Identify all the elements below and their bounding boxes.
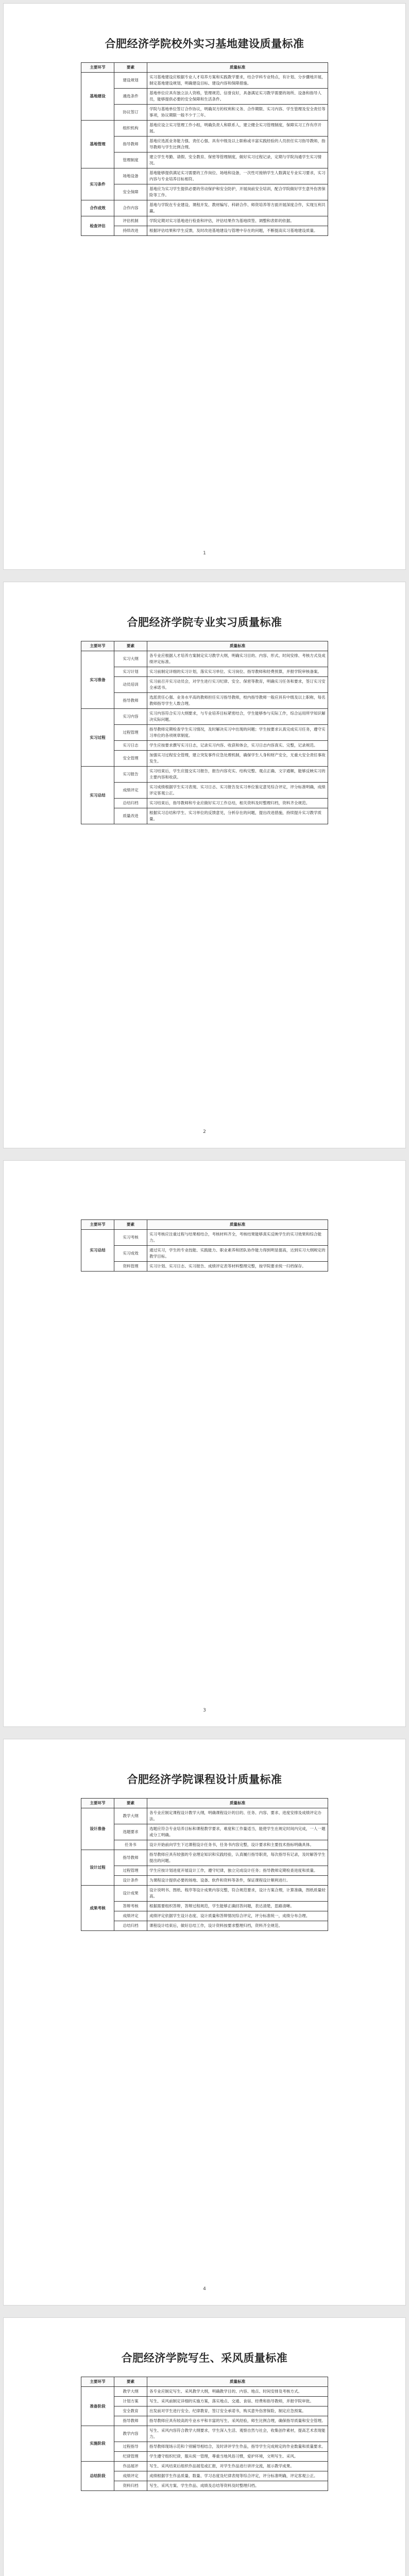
requirement-cell: 各专业应制定课程设计教学大纲，明确课程设计的目的、任务、内容、要求、进度安排及成绩评定办法。 xyxy=(147,1808,328,1824)
table-row xyxy=(81,2387,328,2397)
requirement-cell: 实习结束后，学生应提交实习报告，报告内容充实、结构完整、观点正确、文字通顺，能够反映实习的主要内容和收获。 xyxy=(147,767,328,783)
requirement-cell: 课程设计结束后，做好总结工作，设计资料按要求整理归档，资料齐全规范。 xyxy=(147,1921,328,1931)
element-cell: 总结归档 xyxy=(114,799,147,808)
element-cell: 实习大纲 xyxy=(114,651,147,667)
requirement-cell: 基地单位应具有独立法人资格，管理规范、信誉良好，具备满足实习教学需要的场所、设备和指导人员，能够提供必要的安全保障和生活条件。 xyxy=(147,89,328,105)
requirement-cell: 学生应按计划进度开展设计工作，遵守纪律，独立完成设计任务；指导教师定期检查进度和质量。 xyxy=(147,1866,328,1876)
table-row xyxy=(81,216,328,226)
table-header-row xyxy=(81,2377,328,2387)
table-row xyxy=(81,709,328,725)
requirement-cell: 学院定期对实习基地进行检查和评估，评估结果作为基地续签、调整和表彰的依据。 xyxy=(147,216,328,226)
element-cell: 指导教师 xyxy=(114,1850,147,1866)
element-cell: 遴选条件 xyxy=(114,89,147,105)
page-title: 合肥经济学院课程设计质量标准 xyxy=(127,1773,282,1786)
standards-table xyxy=(81,641,328,824)
requirement-cell: 实习基地建设应根据专业人才培养方案和实践教学要求，结合学科专业特点，有计划、分步骤地开展，制定基地建设规划，明确建设目标、建设内容和保障措施。 xyxy=(147,73,328,89)
element-cell: 实习考核 xyxy=(114,1230,147,1246)
requirement-cell: 基地应为实习学生提供必要的劳动保护和安全防护，开展岗前安全培训，配合学院做好学生意外伤害保险等工作。 xyxy=(147,184,328,200)
requirement-cell: 写生、采风结束后组织作品展览或汇报，对学生作品进行讲评交流，展示教学成果。 xyxy=(147,2462,328,2471)
requirement-cell: 基地应选派业务能力强、责任心强、具有中级及以上职称或丰富实践经验的人员担任实习指导教师，指导教师与学生比例合理。 xyxy=(147,137,328,152)
requirement-cell: 根据实习总结和学生、实习单位的反馈意见，分析存在的问题，提出改进措施，持续提升实习教学质量。 xyxy=(147,808,328,824)
table-row xyxy=(81,168,328,184)
element-cell: 成绩评定 xyxy=(114,783,147,799)
requirement-cell: 实习成绩根据学生实习表现、实习日志、实习报告及实习单位鉴定意见综合评定，评分标准明确，成绩评定客观公正。 xyxy=(147,783,328,799)
table-row xyxy=(81,2462,328,2471)
requirement-cell: 选题应符合专业培养目标和课程教学要求，难度和工作量适当，能使学生在规定时间内完成，一人一题或分工明确。 xyxy=(147,1824,328,1840)
element-cell: 资料管理 xyxy=(114,1262,147,1272)
requirement-cell: 学生应按要求撰写实习日志，记录实习内容、收获和体会，实习日志内容真实、完整，记录规范。 xyxy=(147,741,328,751)
page-number: 1 xyxy=(203,551,206,556)
table-row xyxy=(81,767,328,783)
stage-cell: 检查评估 xyxy=(81,216,114,236)
column-header: 质量标准 xyxy=(147,1799,328,1808)
column-header: 质量标准 xyxy=(147,1220,328,1230)
document-page xyxy=(3,2317,406,2576)
table-row xyxy=(81,1824,328,1840)
table-row xyxy=(81,2471,328,2481)
element-cell: 成绩评定 xyxy=(114,1911,147,1921)
table-row xyxy=(81,1808,328,1824)
table-row xyxy=(81,1876,328,1886)
requirement-cell: 根据评估结果和学生反馈，及时改进基地建设与管理中存在的问题，不断提高实习基地建设质量。 xyxy=(147,226,328,236)
requirement-cell: 通过实习，学生的专业技能、实践能力、职业素养和团队协作能力得到明显提高，达到实习大纲规定的教学目标。 xyxy=(147,1246,328,1262)
stage-cell: 实习总结 xyxy=(81,767,114,824)
element-cell: 管理制度 xyxy=(114,152,147,168)
element-cell: 实习报告 xyxy=(114,767,147,783)
requirement-cell: 为课程设计提供必要的场地、设备、软件和资料等条件，保证课程设计顺利进行。 xyxy=(147,1876,328,1886)
column-header: 要素 xyxy=(114,63,147,73)
document-page xyxy=(3,3,406,570)
table-row xyxy=(81,89,328,105)
requirement-cell: 成绩根据学生作品质量、数量、学习态度及纪律表现等综合评定，评分标准明确，评定客观公正。 xyxy=(147,2471,328,2481)
table-row xyxy=(81,799,328,808)
table-row xyxy=(81,1886,328,1902)
requirement-cell: 基地应设立实习管理工作小组，明确负责人和联系人，建立健全实习管理制度，保障实习工作有序开展。 xyxy=(147,121,328,137)
element-cell: 作品展评 xyxy=(114,2462,147,2471)
table-header-row xyxy=(81,63,328,73)
requirement-cell: 学院与基地单位签订合作协议，明确双方的权利和义务、合作期限、实习内容、学生管理及安全责任等事项，协议期限一般不少于三年。 xyxy=(147,105,328,121)
element-cell: 任务书 xyxy=(114,1840,147,1850)
stage-cell: 合作成效 xyxy=(81,200,114,216)
element-cell: 动员培训 xyxy=(114,677,147,693)
requirement-cell: 成绩评定依据学生设计态度、设计质量和答辩情况综合评定，评分标准统一，成绩分布合理。 xyxy=(147,1911,328,1921)
table-row xyxy=(81,2426,328,2442)
requirement-cell: 基地与学院在专业建设、课程开发、教材编写、科研合作、师资培养等方面开展深度合作，实现互利共赢。 xyxy=(147,200,328,216)
table-row xyxy=(81,1866,328,1876)
element-cell: 场地设备 xyxy=(114,168,147,184)
requirement-cell: 写生、采风前制定详细的实施方案，落实地点、交通、食宿、经费和指导教师，并报学院审批。 xyxy=(147,2397,328,2406)
requirement-cell: 各专业应制定写生、采风教学大纲，明确教学目的、内容、地点、时间安排及考核方式。 xyxy=(147,2387,328,2397)
requirement-cell: 实习前制定详细的实习计划，落实实习单位、实习岗位、指导教师和经费预算，并报学院审核备案。 xyxy=(147,667,328,677)
stage-cell: 实习条件 xyxy=(81,168,114,200)
requirement-cell: 加强实习过程安全管理，建立突发事件应急处理机制，确保学生人身和财产安全，无重大安全责任事故发生。 xyxy=(147,751,328,767)
table-row xyxy=(81,1246,328,1262)
requirement-cell: 实习内容符合实习大纲要求，与专业培养目标紧密结合，学生能够参与实际工作，综合运用所学知识解决实际问题。 xyxy=(147,709,328,725)
element-cell: 指导教师 xyxy=(114,137,147,152)
column-header: 主要环节 xyxy=(81,63,114,73)
standards-table xyxy=(81,62,328,236)
table-row xyxy=(81,1911,328,1921)
requirement-cell: 写生、采风内容符合教学大纲要求，学生深入生活、观察自然与社会，收集创作素材，提高艺术表现能力。 xyxy=(147,2426,328,2442)
column-header: 主要环节 xyxy=(81,2377,114,2387)
element-cell: 纪律管理 xyxy=(114,2452,147,2462)
stage-cell: 设计准备 xyxy=(81,1808,114,1850)
element-cell: 实习日志 xyxy=(114,741,147,751)
standards-table xyxy=(81,1219,328,1272)
column-header: 主要环节 xyxy=(81,641,114,651)
document-page xyxy=(3,1160,406,1727)
table-row xyxy=(81,1921,328,1931)
stage-cell: 实习准备 xyxy=(81,651,114,709)
page-title: 合肥经济学院专业实习质量标准 xyxy=(127,616,282,629)
element-cell: 计划方案 xyxy=(114,2397,147,2406)
requirement-cell: 指导教师现场示范和个别辅导相结合，及时讲评学生作品，指导学生完成规定的作业数量和质量要求。 xyxy=(147,2442,328,2452)
stage-cell: 实习总结 xyxy=(81,1230,114,1272)
stage-cell: 基地建设 xyxy=(81,73,114,121)
table-row xyxy=(81,2481,328,2491)
requirement-cell: 实习前召开实习动员会，对学生进行实习纪律、安全、保密等教育，明确实习任务和要求，签订实习安全承诺书。 xyxy=(147,677,328,693)
page-title: 合肥经济学院校外实习基地建设质量标准 xyxy=(105,37,304,50)
column-header: 主要环节 xyxy=(81,1220,114,1230)
stage-cell: 总结阶段 xyxy=(81,2462,114,2491)
element-cell: 评估机制 xyxy=(114,216,147,226)
table-row xyxy=(81,693,328,709)
page-number: 3 xyxy=(203,1708,206,1713)
column-header: 要素 xyxy=(114,1799,147,1808)
table-row xyxy=(81,2397,328,2406)
requirement-cell: 指导教师应具有较高的专业水平和丰富的写生、采风经验，师生比例合理，确保指导质量和安全管理。 xyxy=(147,2416,328,2426)
column-header: 主要环节 xyxy=(81,1799,114,1808)
table-row xyxy=(81,105,328,121)
element-cell: 质量改进 xyxy=(114,808,147,824)
element-cell: 成绩评定 xyxy=(114,2471,147,2481)
table-row xyxy=(81,2452,328,2462)
element-cell: 实习计划 xyxy=(114,667,147,677)
requirement-cell: 实习计划、实习日志、实习报告、成绩评定表等材料整理完整，按学院要求统一归档保存。 xyxy=(147,1262,328,1272)
table-row xyxy=(81,1840,328,1850)
column-header: 要素 xyxy=(114,641,147,651)
element-cell: 持续改进 xyxy=(114,226,147,236)
page-number: 2 xyxy=(203,1129,206,1134)
element-cell: 选题要求 xyxy=(114,1824,147,1840)
element-cell: 过程指导 xyxy=(114,2442,147,2452)
table-row xyxy=(81,1902,328,1911)
table-row xyxy=(81,1262,328,1272)
element-cell: 协议签订 xyxy=(114,105,147,121)
table-row xyxy=(81,184,328,200)
table-row xyxy=(81,152,328,168)
element-cell: 过程管理 xyxy=(114,725,147,741)
table-row xyxy=(81,200,328,216)
stage-cell: 实施阶段 xyxy=(81,2426,114,2462)
table-row xyxy=(81,226,328,236)
column-header: 质量标准 xyxy=(147,641,328,651)
requirement-cell: 各专业应根据人才培养方案制定实习教学大纲，明确实习目的、内容、形式、时间安排、考核方式及成绩评定标准。 xyxy=(147,651,328,667)
element-cell: 合作内容 xyxy=(114,200,147,216)
requirement-cell: 指导教师定期检查学生实习情况，及时解决实习中出现的问题；学生按要求认真完成实习任务，遵守实习单位的各项规章制度。 xyxy=(147,725,328,741)
stage-cell: 基地管理 xyxy=(81,121,114,168)
stage-cell: 准备阶段 xyxy=(81,2387,114,2426)
table-row xyxy=(81,808,328,824)
element-cell: 答辩考核 xyxy=(114,1902,147,1911)
requirement-cell: 设计开始前向学生下达课程设计任务书，任务书内容完整，设计要求和主要技术指标明确具体。 xyxy=(147,1840,328,1850)
table-row xyxy=(81,741,328,751)
stage-cell: 成果考核 xyxy=(81,1886,114,1931)
element-cell: 指导教师 xyxy=(114,2416,147,2426)
element-cell: 过程管理 xyxy=(114,1866,147,1876)
element-cell: 教学大纲 xyxy=(114,2387,147,2397)
element-cell: 资料归档 xyxy=(114,2481,147,2491)
table-row xyxy=(81,783,328,799)
element-cell: 教学内容 xyxy=(114,2426,147,2442)
requirement-cell: 写生、采风方案、学生作品、成绩及总结等资料及时整理归档。 xyxy=(147,2481,328,2491)
table-row xyxy=(81,73,328,89)
requirement-cell: 实习结束后，指导教师和专业应做好实习工作总结，相关资料及时整理归档，资料齐全规范。 xyxy=(147,799,328,808)
table-header-row xyxy=(81,1220,328,1230)
table-row xyxy=(81,121,328,137)
element-cell: 教学大纲 xyxy=(114,1808,147,1824)
requirement-cell: 根据需要组织答辩，答辩过程规范，学生能够正确回答问题，表达清楚，思路清晰。 xyxy=(147,1902,328,1911)
element-cell: 实习成效 xyxy=(114,1246,147,1262)
stage-cell: 设计过程 xyxy=(81,1850,114,1886)
table-row xyxy=(81,2416,328,2426)
table-row xyxy=(81,725,328,741)
table-row xyxy=(81,677,328,693)
table-row xyxy=(81,137,328,152)
element-cell: 建设规划 xyxy=(114,73,147,89)
page-number: 4 xyxy=(203,2286,206,2292)
table-header-row xyxy=(81,641,328,651)
element-cell: 组织机构 xyxy=(114,121,147,137)
page-title: 合肥经济学院写生、采风质量标准 xyxy=(121,2351,288,2364)
element-cell: 总结归档 xyxy=(114,1921,147,1931)
table-row xyxy=(81,751,328,767)
element-cell: 安全教育 xyxy=(114,2406,147,2416)
element-cell: 指导教师 xyxy=(114,693,147,709)
table-row xyxy=(81,2442,328,2452)
element-cell: 安全保障 xyxy=(114,184,147,200)
requirement-cell: 指导教师应具有较强的专业理论知识和实践经验，认真履行指导职责，每次指导有记录，及时解答学生提出的问题。 xyxy=(147,1850,328,1866)
stage-cell: 实习过程 xyxy=(81,709,114,767)
requirement-cell: 学生遵守组织纪律，服从统一管理，尊重当地风俗习惯，爱护环境，文明写生、采风。 xyxy=(147,2452,328,2462)
table-row xyxy=(81,2406,328,2416)
document-page xyxy=(3,1739,406,2306)
column-header: 要素 xyxy=(114,1220,147,1230)
document-page xyxy=(3,582,406,1148)
requirement-cell: 建立学生考勤、请假、安全教育、保密等管理制度，做好实习过程记录，定期与学院沟通学生实习情况。 xyxy=(147,152,328,168)
table-row xyxy=(81,1230,328,1246)
element-cell: 设计成果 xyxy=(114,1886,147,1902)
requirement-cell: 基地能够提供满足实习需要的工作岗位、场地和设备，一次性可接纳学生人数满足专业实习要求，实习内容与专业培养目标相符。 xyxy=(147,168,328,184)
requirement-cell: 设计说明书、图纸、程序等设计成果内容完整，符合规范要求，设计方案合理，计算准确，图纸质量较高。 xyxy=(147,1886,328,1902)
element-cell: 实习内容 xyxy=(114,709,147,725)
table-row xyxy=(81,651,328,667)
standards-table xyxy=(81,2377,328,2491)
column-header: 要素 xyxy=(114,2377,147,2387)
requirement-cell: 实习考核应注重过程与结果相结合，考核材料齐全，考核结果能够真实反映学生的实习效果和综合能力。 xyxy=(147,1230,328,1246)
column-header: 质量标准 xyxy=(147,63,328,73)
table-row xyxy=(81,667,328,677)
column-header: 质量标准 xyxy=(147,2377,328,2387)
element-cell: 设计条件 xyxy=(114,1876,147,1886)
requirement-cell: 选派责任心强、业务水平高的教师担任实习指导教师，校内指导教师一般应具有中级及以上职称，每名教师指导学生人数合理。 xyxy=(147,693,328,709)
requirement-cell: 出发前对学生进行安全、纪律教育，签订安全承诺书，购买意外伤害保险，制定应急预案。 xyxy=(147,2406,328,2416)
element-cell: 安全管理 xyxy=(114,751,147,767)
standards-table xyxy=(81,1798,328,1931)
table-header-row xyxy=(81,1799,328,1808)
table-row xyxy=(81,1850,328,1866)
